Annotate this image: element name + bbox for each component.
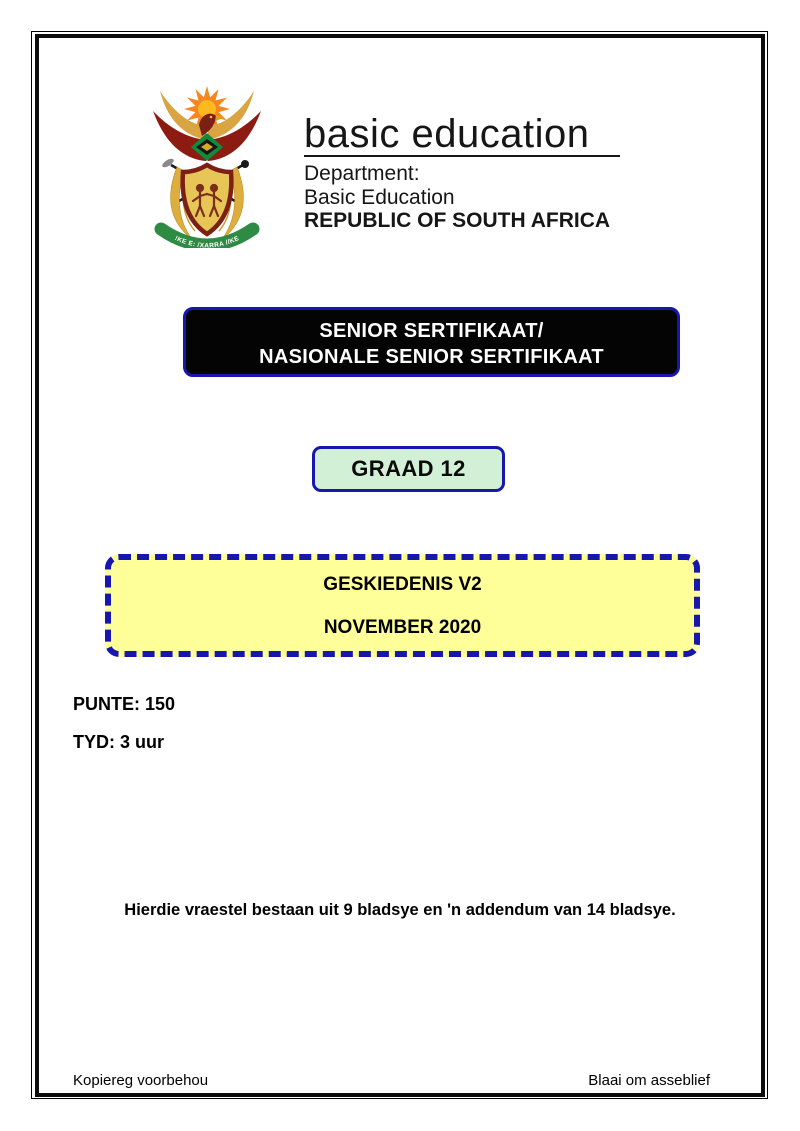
department-label: Department: xyxy=(304,162,420,185)
coat-of-arms-logo xyxy=(147,82,267,248)
certificate-banner xyxy=(183,307,680,377)
motto-text: !KE E: /XARRA //KE xyxy=(173,234,241,248)
department-block xyxy=(304,162,610,233)
page-note: Hierdie vraestel bestaan uit 9 bladsye en 'n addendum van 14 bladsye. xyxy=(124,901,676,919)
grade-label: GRAAD 12 xyxy=(351,456,466,481)
banner-line-2: NASIONALE SENIOR SERTIFIKAAT xyxy=(259,346,604,368)
brand-wordmark: basic education xyxy=(304,112,590,156)
marks-label: PUNTE: 150 xyxy=(73,694,176,714)
country-name: REPUBLIC OF SOUTH AFRICA xyxy=(304,209,611,232)
department-name: Basic Education xyxy=(304,185,455,209)
brand-underline xyxy=(304,155,620,157)
subject-box xyxy=(105,554,700,657)
footer-turn-over: Blaai om asseblief xyxy=(588,1072,710,1089)
time-label: TYD: 3 uur xyxy=(73,732,165,752)
subject-title: GESKIEDENIS V2 xyxy=(323,574,482,595)
grade-badge xyxy=(312,446,505,492)
subject-session: NOVEMBER 2020 xyxy=(323,617,482,638)
footer-copyright: Kopiereg voorbehou xyxy=(73,1072,209,1089)
banner-line-1: SENIOR SERTIFIKAAT/ xyxy=(319,320,544,342)
